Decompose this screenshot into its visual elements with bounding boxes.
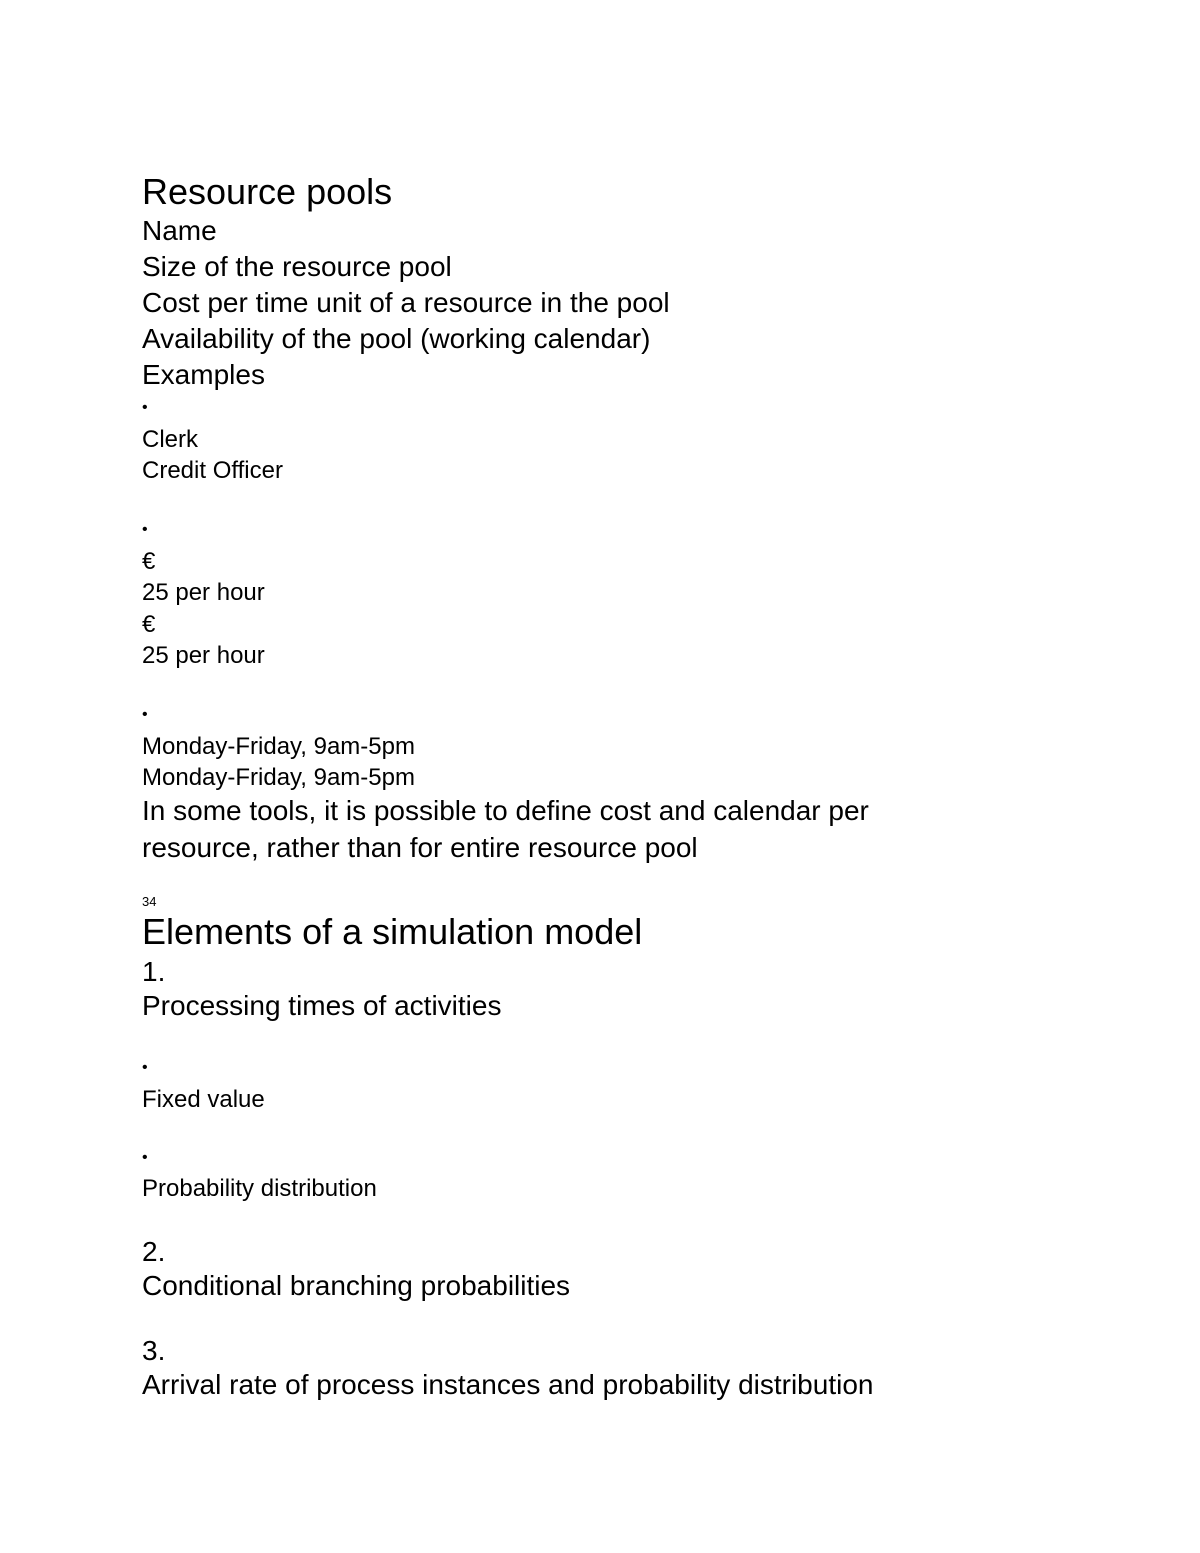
attribute-availability: Availability of the pool (working calendar) — [142, 323, 651, 354]
bullet: • — [142, 399, 148, 416]
cost-rate-1: 25 per hour — [142, 579, 265, 606]
item-text-branching: Conditional branching probabilities — [142, 1270, 571, 1301]
item-text-processing-times: Processing times of activities — [142, 990, 502, 1021]
attribute-cost: Cost per time unit of a resource in the pool — [142, 287, 670, 318]
section-title-resource-pools: Resource pools — [142, 171, 393, 212]
bullet: • — [142, 521, 148, 538]
bullet: • — [142, 1059, 148, 1076]
cost-currency-1: € — [142, 548, 156, 575]
sub-item-fixed-value: Fixed value — [142, 1086, 265, 1113]
sub-item-probability-distribution: Probability distribution — [142, 1175, 377, 1202]
section-title-simulation-elements: Elements of a simulation model — [142, 911, 643, 952]
attribute-size: Size of the resource pool — [142, 251, 452, 282]
note-line-2: resource, rather than for entire resource pool — [142, 832, 698, 863]
item-number-1: 1. — [142, 956, 166, 987]
item-number-2: 2. — [142, 1236, 166, 1267]
calendar-1: Monday-Friday, 9am-5pm — [142, 733, 415, 760]
bullet: • — [142, 1149, 148, 1166]
bullet: • — [142, 706, 148, 723]
attribute-name: Name — [142, 215, 217, 246]
cost-rate-2: 25 per hour — [142, 642, 265, 669]
note-line-1: In some tools, it is possible to define cost and calendar per — [142, 795, 869, 826]
example-credit-officer: Credit Officer — [142, 457, 283, 484]
page-number: 34 — [142, 894, 157, 909]
item-number-3: 3. — [142, 1335, 166, 1366]
cost-currency-2: € — [142, 611, 156, 638]
item-text-arrival-rate: Arrival rate of process instances and probability distribution — [142, 1369, 874, 1400]
example-clerk: Clerk — [142, 426, 199, 453]
calendar-2: Monday-Friday, 9am-5pm — [142, 764, 415, 791]
examples-label: Examples — [142, 359, 265, 390]
